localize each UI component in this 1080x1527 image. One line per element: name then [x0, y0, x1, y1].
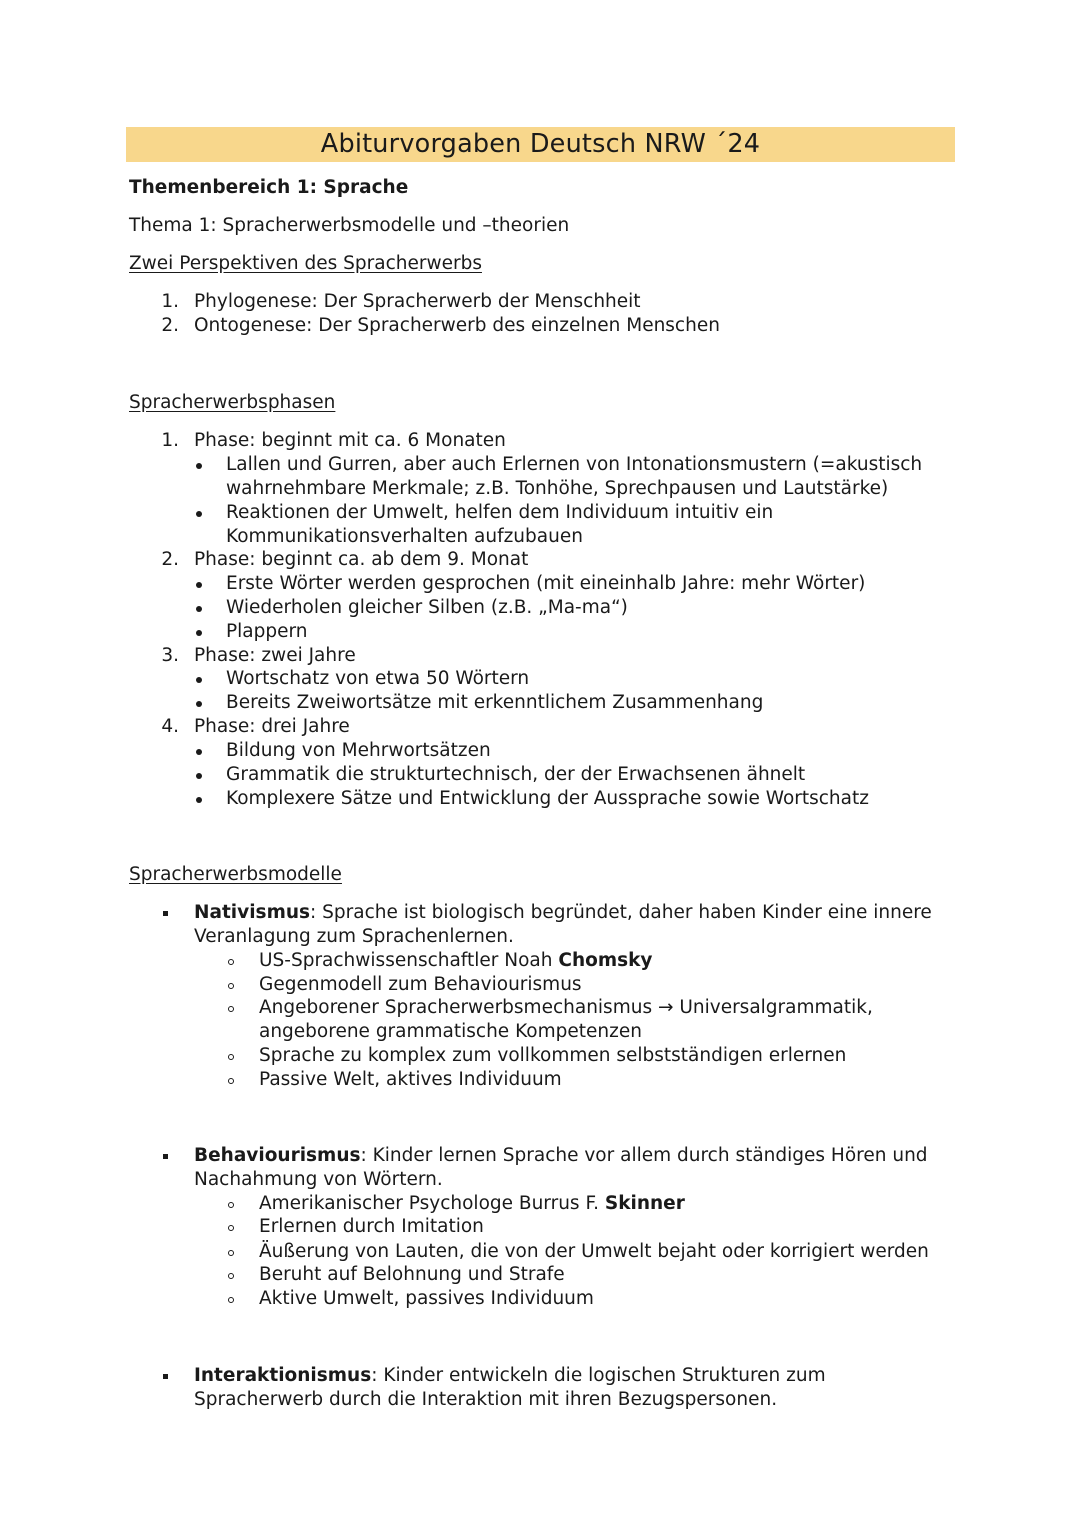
square-bullet-icon: [163, 1374, 168, 1379]
list-item: Erste Wörter werden gesprochen (mit eineinhalb Jahre: mehr Wörter): [226, 573, 866, 594]
list-item: Ontogenese: Der Spracherwerb des einzelnen Menschen: [194, 315, 720, 336]
list-item: Phase: drei Jahre: [194, 716, 350, 737]
themenbereich-heading: Themenbereich 1: Sprache: [129, 177, 409, 198]
nativismus-definition: [194, 901, 932, 925]
list-item: [259, 1192, 685, 1216]
circle-bullet-icon: [228, 1202, 234, 1208]
modelle-heading: Spracherwerbsmodelle: [129, 864, 342, 885]
bullet-icon: [196, 677, 202, 683]
list-item: Grammatik die strukturtechnisch, der der Erwachsenen ähnelt: [226, 764, 806, 785]
list-item: Aktive Umwelt, passives Individuum: [259, 1288, 594, 1309]
circle-bullet-icon: [228, 1078, 234, 1084]
title-banner: [126, 127, 955, 162]
list-item: Phase: zwei Jahre: [194, 645, 356, 666]
circle-bullet-icon: [228, 1297, 234, 1303]
list-number: 4.: [161, 716, 179, 737]
list-item: [259, 949, 652, 973]
definition-text: : Kinder entwickeln die logischen Strukturen zum: [371, 1365, 826, 1386]
circle-bullet-icon: [228, 1054, 234, 1060]
list-item: Sprache zu komplex zum vollkommen selbstständigen erlernen: [259, 1045, 847, 1066]
bullet-icon: [196, 582, 202, 588]
list-item: Phase: beginnt ca. ab dem 9. Monat: [194, 549, 529, 570]
list-item: Passive Welt, aktives Individuum: [259, 1069, 562, 1090]
circle-bullet-icon: [228, 1273, 234, 1279]
list-item: wahrnehmbare Merkmale; z.B. Tonhöhe, Sprechpausen und Lautstärke): [226, 478, 889, 499]
definition-text: : Kinder lernen Sprache vor allem durch ständiges Hören und: [360, 1145, 928, 1166]
list-item: Gegenmodell zum Behaviourismus: [259, 974, 582, 995]
list-item: Erlernen durch Imitation: [259, 1216, 484, 1237]
bullet-icon: [196, 630, 202, 636]
list-item-text: US-Sprachwissenschaftler Noah: [259, 950, 559, 971]
circle-bullet-icon: [228, 1225, 234, 1231]
list-item: Phase: beginnt mit ca. 6 Monaten: [194, 430, 506, 451]
list-number: 1.: [161, 291, 179, 312]
term-nativismus: Nativismus: [194, 902, 311, 923]
list-number: 2.: [161, 315, 179, 336]
definition-text: Veranlagung zum Sprachenlernen.: [194, 926, 514, 947]
list-item: Äußerung von Lauten, die von der Umwelt bejaht oder korrigiert werden: [259, 1241, 929, 1262]
list-item: Phylogenese: Der Spracherwerb der Menschheit: [194, 291, 641, 312]
bullet-icon: [196, 701, 202, 707]
bullet-icon: [196, 797, 202, 803]
list-number: 1.: [161, 430, 179, 451]
list-item: Wortschatz von etwa 50 Wörtern: [226, 668, 530, 689]
list-item: Angeborener Spracherwerbsmechanismus → Universalgrammatik,: [259, 997, 873, 1018]
behaviourismus-definition: [194, 1144, 928, 1168]
list-item: Bereits Zweiwortsätze mit erkenntlichem Zusammenhang: [226, 692, 764, 713]
list-number: 3.: [161, 645, 179, 666]
square-bullet-icon: [163, 911, 168, 916]
bullet-icon: [196, 749, 202, 755]
list-item: Komplexere Sätze und Entwicklung der Aussprache sowie Wortschatz: [226, 788, 869, 809]
interaktionismus-definition: [194, 1364, 826, 1388]
bullet-icon: [196, 463, 202, 469]
definition-text: : Sprache ist biologisch begründet, daher haben Kinder eine innere: [310, 902, 932, 923]
list-number: 2.: [161, 549, 179, 570]
definition-text: Spracherwerb durch die Interaktion mit ihren Bezugspersonen.: [194, 1389, 778, 1410]
bullet-icon: [196, 606, 202, 612]
list-item-text: Amerikanischer Psychologe Burrus F.: [259, 1193, 605, 1214]
term-behaviourismus: Behaviourismus: [194, 1145, 361, 1166]
list-item: Wiederholen gleicher Silben (z.B. „Ma-ma“): [226, 597, 628, 618]
list-item: Kommunikationsverhalten aufzubauen: [226, 526, 583, 547]
list-item: Reaktionen der Umwelt, helfen dem Individuum intuitiv ein: [226, 502, 774, 523]
name-skinner: Skinner: [604, 1193, 685, 1214]
thema-heading: Thema 1: Spracherwerbsmodelle und –theorien: [129, 215, 570, 236]
circle-bullet-icon: [228, 1250, 234, 1256]
list-item: Plappern: [226, 621, 308, 642]
square-bullet-icon: [163, 1154, 168, 1159]
page-title: Abiturvorgaben Deutsch NRW ´24: [320, 129, 761, 159]
bullet-icon: [196, 511, 202, 517]
perspektiven-heading: Zwei Perspektiven des Spracherwerbs: [129, 253, 482, 274]
list-item: angeborene grammatische Kompetenzen: [259, 1021, 642, 1042]
list-item: Beruht auf Belohnung und Strafe: [259, 1264, 565, 1285]
circle-bullet-icon: [228, 983, 234, 989]
list-item: Lallen und Gurren, aber auch Erlernen von Intonationsmustern (=akustisch: [226, 454, 923, 475]
circle-bullet-icon: [228, 959, 234, 965]
name-chomsky: Chomsky: [558, 950, 653, 971]
definition-text: Nachahmung von Wörtern.: [194, 1169, 443, 1190]
list-item: Bildung von Mehrwortsätzen: [226, 740, 491, 761]
phasen-heading: Spracherwerbsphasen: [129, 392, 336, 413]
circle-bullet-icon: [228, 1006, 234, 1012]
term-interaktionismus: Interaktionismus: [194, 1365, 372, 1386]
bullet-icon: [196, 773, 202, 779]
